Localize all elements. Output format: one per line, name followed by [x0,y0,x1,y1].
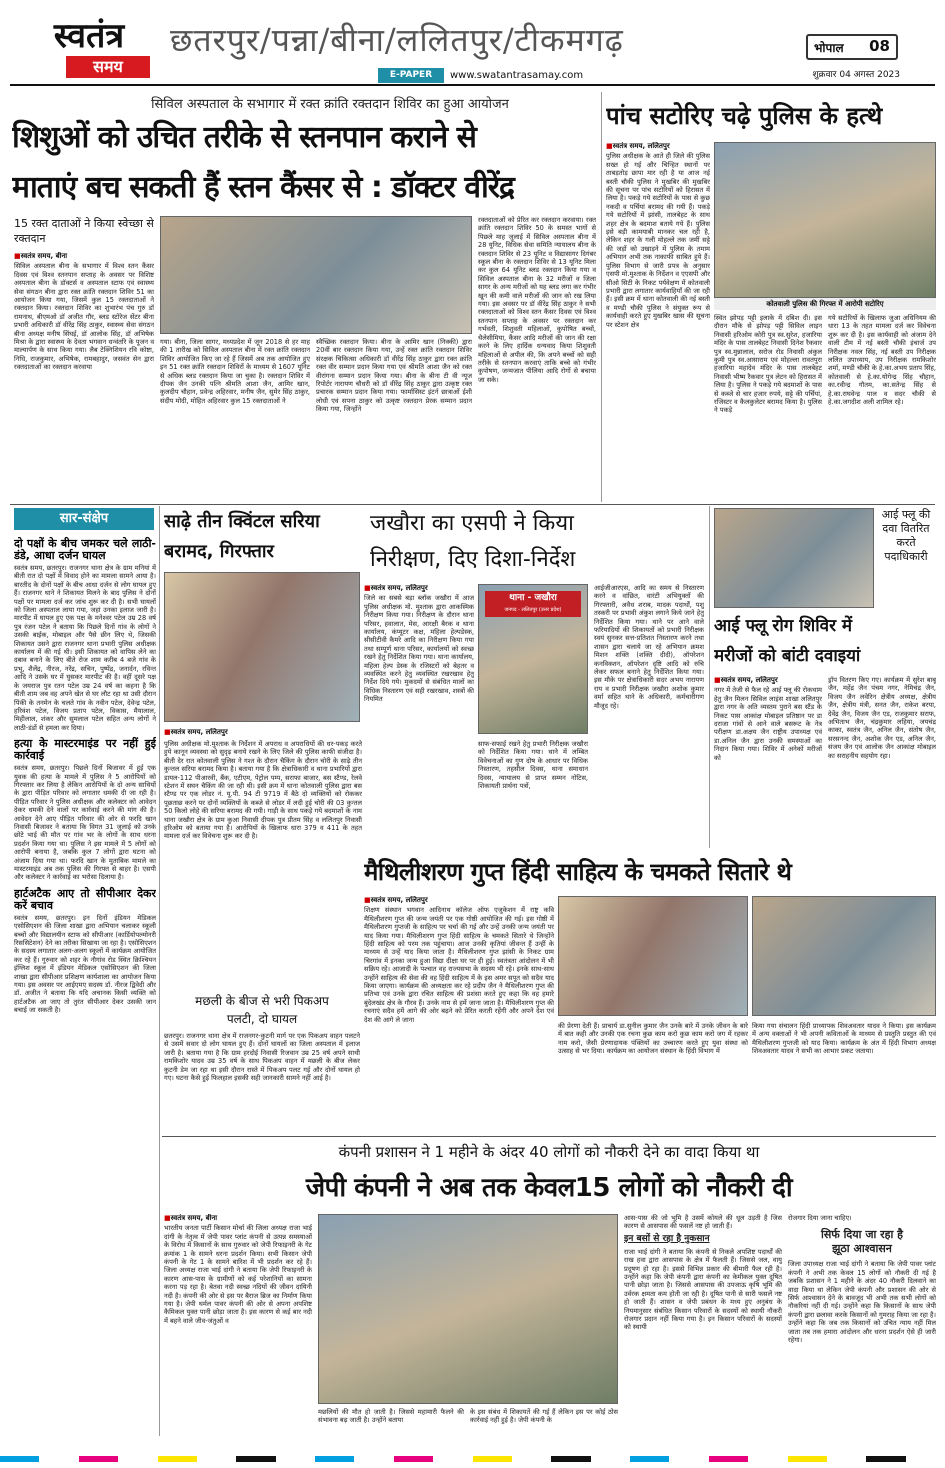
maithili-byline: ■ स्वतंत्र समय, ललितपुर [364,896,554,904]
sariya-photo-accused [164,572,360,722]
jp-col-4-text: आस-पास की जो भूमि है उसमें कोयले की धूल उड़ती है जिस कारण से आसपास की फसलें नष्ट हो जाती हैं। [624,1214,782,1231]
brief-item-head: दो पक्षों के बीच जमकर चले लाठी-डंडे, आधा दर्जन घायल [14,537,156,562]
column-divider [159,506,160,1436]
maithili-col-2-text: की प्रेरणा देती हैं। प्राचार्य डा.सुनील कुमार जैन उनके बारे में उनके जीवन के बारे में बात कही और उनकी एक रचना कुछ काम करो कुछ काम करो जग में रहकर नाम करो, जैसी प्रेरणादायक पंक्तियों का उच्चारण करते हुए युवा संस्था को उत्साह से भर दिया। कार्यक्रम का आयोजन संस्थान के हिंदी विभाग में [558,1022,748,1056]
police-col-2-text: स्थित झोपड़ पट्टी इलाके में दबिश दी। इस दौरान मौके से झोपड़ पट्टी सिविल लाइन निवासी हरिओम कोरी पुत्र स्व.सुरेश, हजारिया मंदिर के पास तालबेहट निवासी दिनेश रैकवार पुत्र स्व.मुन्नालाल, सरोज रोड निवासी अंकुल कुमी पुत्र स्व.आसाराम एवं मोहल्ला रावतपुरा हजारिया महादेव मंदिर के पास तालबेहट निवासी भीष्म रैकवार पुत्र लेटन को हिरासत में लिया है। पुलिस ने पकड़े गये बदमाशों के पास से कब्जे से चार हजार रुपये, सट्टे की पर्चियां, रजिस्टर व कैलकुलेटर बरामद किया है। पुलिस ने पकड़े [714,314,822,415]
police-col-2 [714,314,822,502]
jp-col-3 [470,1408,618,1436]
flu-col-1-text: नगर में तेजी से फैल रहे आई फ्लू की रोकथाम हेतु जैन मिलन सिविल लाइंस शाखा ललितपुर द्वारा नगर के अति व्यस्तम पुराने बस स्टैंड के निकट पास आकांक्ष मोबाइल प्रतिष्ठान पर डा दराजा गांवों से आने वाले बसरूट के नेत्र परीक्षण डा.अक्षय जैन राष्ट्रीय उपाध्यक्ष एवं डा.अनिल जैन द्वारा उनकी समस्याओं का निदान किया गया। शिविर में अनेकों मरीजों को [714,686,822,762]
jakhaura-col-1-text: जिले का सबसे बड़ा ब्लॉक जखौरा में आज पुलिस अधीक्षक मो. मुश्ताक द्वारा आकस्मिक निरीक्षण किया गया। निरीक्षण के दौरान थाना परिसर, हवालात, मेस, आरक्षी बैरक व थाना कार्यालय, कंप्यूटर कक्ष, महिला हेल्पडेस्क, सीसीटीवी कैमरे आदि का निरीक्षण किया गया तथा सम्पूर्ण थाना परिसर, कार्यालयों को स्वच्छ रखने हेतु निर्देशित किया गया। थाना कार्यालय, महिला हेल्प डेस्क के रजिस्टरों को बेहतर व व्यवस्थित करने हेतु व्यवस्थित रखरखाव हेतु निर्देश दिये गये। मुकदमों से संबंधित मालों का विधिक निस्तारण एवं सही रखरखाव, शस्त्रों की नियमित [364,594,474,704]
lead-col-3 [316,338,472,502]
flu-col-2-text: ड्रॉप वितरण किए गए। कार्यक्रम में सुरेश बाबू जैन, महेंद्र जैन पंचम नगर, नेमिचंद्र जैन, विजय जैन लवेरिन क्षेत्रीय अध्यक्ष, क्षेत्रीय जैन, क्षेत्रीय मंत्री, सनत जैन, राकेश बरया, देवेंद्र जैन, विजय जैन एड, राजकुमार सराफ, अभिताभ जैन, चंद्रकुमार लहिया, जयचंद्र काका, स्वतंत्र जैन, अनिल जैन, संतोष जैन, सरसनन्द जैन, अशोक जैन एड, अनिल जैन, संजय जैन एवं आलोक जैन आकांक्ष मोबाइल का सराहनीय सहयोग रहा। [828,676,936,760]
brief-item [14,538,156,732]
flu-col-1 [714,676,822,848]
masthead-rule [10,84,935,86]
jp-col-1-text: भारतीय जनता पार्टी किसान मोर्चा की जिला अध्यक्ष राजा भाई दांगी के नेतृत्व में जेपी पावर प्लांट कंपनी से उत्पन्न समस्याओं के विरोध में किसानों के साथ गुरुवार को जेपी रिफाइनरी के गेट क्रमांक 1 के सामने धरना प्रदर्शन किया। सभी किसान जेपी कंपनी के गेट 1 के सामने बारिश में भी प्रदर्शन कर रहे हैं। जिला अध्यक्ष राजा भाई दांगी ने बताया कि जेपी रिफाइनरी के कारण आस-पास के ग्रामीणों को कई परेशानियों का सामना करना पड़ रहा है। बेतवा नदी स्वच्छ नदियों की जीवन दायिनी नदी है। कंपनी की ओर से इस पर बैराज ब्रिज का निर्माण किया गया है। जेपी थर्मल पावर कंपनी की ओर से अपना अपशिष्ट कैमिकल युक्त पानी छोड़ा जाता है। इस कारण से कई बार नदी में बहने वाले जीव-जंतुओं व [164,1224,312,1325]
sariya-body [164,740,362,848]
page-number: 08 [869,37,890,55]
lead-col-2 [160,338,310,502]
maithili-col-3 [752,1022,936,1132]
station-sign-line-2: जनपद - ललितपुर (उत्तर प्रदेश) [504,607,562,613]
police-col-3 [828,314,936,502]
maithili-photo-2 [752,896,936,1016]
maithili-col-3-text: किया गया संचालन हिंदी प्राध्यापक शिवअवतार यादव ने किया। इस कार्यक्रम में अन्य वक्ताओं ने भी अपनी कविताओं के माध्यम से प्रस्तुति प्रस्तुत की एवं मैथिलीशरण गुप्तजी को याद किया। कार्यक्रम के अंत में हिंदी विभाग अध्यक्ष शिवअवतार यादव ने सभी का आभार प्रकट जताया। [752,1022,936,1056]
brief-item-text: स्वतंत्र समय, छतरपुर। राजनगर थाना क्षेत्र के ग्राम मनियां में बीती रात दो पक्षों में विवाद होने का मामला सामने आया है। बारतीद के दोनों पक्षों के बीच आधा दर्जन से लोग घायल हुए हैं। राजनगर थाने ने शिकायत मिलने के बाद पुलिस ने दोनों पक्षों पर मामला दर्ज कर जांच शुरू कर दी है। सभी घायलों को जिला अस्पताल लाया गया, जहां उनका इलाज जारी है। मारपीट में घायल हुए एक पक्ष के मनेश्वर पटेल उम्र 28 वर्ष पुत्र रंजन पटेल ने बताया कि पिछले दिनों गांव के लोगों ने उसकी बाईक, मोबाइल और पैसे छीन लिए थे, जिसकी शिकायत उसने द्वारा राजनगर थाना प्रभारी पुलिस अधीक्षक कार्यालय में की गई थी। इसी शिकायत को वापिस लेने का दबाव बनाने के लिए बीते रोज शाम करीब 4 बजे गांव के प्रभु, शैलेंद्र, नीरज, नरेंद्र, सचिन, पुष्पेंद्र, जनार्दन, रविन्त आदि ने उसके घर में घुसकर मारपीट की है। वहीं दूसरे पक्ष के जयराज पुत्र रतन पटेल उम्र 24 वर्ष का कहना है कि बीती शाम जब वह अपने खेत से घर लौट रहा था उसी दौरान पिंकी के तनमेन के चलते गांव के नवीन पटेल, देवेन्द्र पटेल, हरिवंश पटेल, विजय प्रताप पटेल, विकास, मैयालाल, मिहीलाल, शंकर और सुमलाल पटेल सहित अन्य लोगों ने लाठी-डंडों से हमला कर दिया। [14,564,156,732]
lead-byline: ■ स्वतंत्र समय, बीना [14,252,154,260]
jakhaura-headline-1: जखौरा का एसपी ने किया [370,511,574,536]
lead-subhead: 15 रक्त दाताओं ने किया स्वेच्छा से रक्तदान [14,217,154,245]
jp-side-head-2: झूठा आश्वासन [832,1242,892,1256]
jakhaura-byline: ■ स्वतंत्र समय, ललितपुर [364,584,474,592]
police-byline: ■ स्वतंत्र समय, ललितपुर [606,142,710,150]
police-col-1 [606,142,710,502]
police-headline: पांच सटोरिए चढ़े पुलिस के हत्थे [606,102,883,130]
maithili-headline: मैथिलीशरण गुप्त हिंदी साहित्य के चमकते सितारे थे [364,858,792,886]
jp-byline: ■ स्वतंत्र समय, बीना [164,1214,312,1222]
maithili-col-1-text: शिक्षण संस्थान भगवान आदिनाथ कॉलेज ऑफ एजुकेशन में राष्ट्र कवि मैथिलीशरण गुप्त की जन्म जयंती पर एक गोष्ठी आयोजित की गई। इस गोष्ठी में मैथिलीशरण गुप्तजी के साहित्य पर चर्चा की गई और उन्हें उनकी जन्म जयंती पर याद किया गया। मैथिलीशरण गुप्त हिंदी साहित्य के चमकते सितारे थे जिन्होंने हिंदी साहित्य को परम तक पहुंचाया। आज उनकी कृतियां जीवन्त हैं उन्हीं के माध्यम से उन्हें याद किया जाता है। मैथिलीशरण गुप्त झांसी के निकट ग्राम चिरगांव में इनका जन्म हुआ विद्या दीक्षा घर पर ही हुई। स्वतंत्रता आंदोलन में भी सक्रिय रहे। आजादी के पश्चात वह राज्यसभा के सदस्य भी रहे। इनके साथ-साथ उन्होंने साहित्य की सेवा की वह हिंदी साहित्य में के इस अमर सपूत को सदैव याद किया जाएगा। कार्यक्रम की अध्यक्षता कर रहे प्रदीप जैन ने मैथिलीशरण गुप्त की प्रतिभा एवं उनके द्वारा रचित साहित्य की प्रशंसा करते हुए कहा कि वह हमारे बुंदेलखंड क्षेत्र के गौरव हैं। उनके नाम से हमें जाना जाता है। मैथिलीशरण गुप्त की रचनाएं सदैव हमें आगे की ओर बढ़ने को प्रेरित करती रहेंगी और अपने देश एवं देश की आगे ले जाना [364,906,554,1024]
flu-photo-camp [714,508,874,608]
jp-col-2-text: मछलियों की मौत हो जाती है। जिससे महामारी फैलने की संभावना बढ़ जाती है। उन्होंने बताया [318,1408,464,1425]
jp-headline: जेपी कंपनी ने अब तक केवल15 लोगों को नौकरी दी [305,1173,793,1203]
epaper-label: E-PAPER [378,68,444,83]
station-sign-line-1: थाना - जखौरा [509,593,557,603]
brief-item-head: हत्या के मास्टरमाइंड पर नहीं हुई कार्रवाई [14,737,156,763]
logo [28,18,150,80]
jp-side-top: रोजगार दिया जाना चाहिए। [788,1214,852,1222]
jp-side-head-1: सिर्फ दिया जा रहा है [820,1228,904,1242]
lead-photo-blood-donation [160,216,472,334]
brief-item-text: स्वतंत्र समय, छतरपुर। पिछले दिनों बिजावर में हुई एक युवक की हत्या के मामले में पुलिस ने 5 आरोपियों को गिरफ्तार कर लिया है लेकिन आरोपियों के दो अन्य साथियों के द्वारा पीड़ित परिवार को लगातार धमकी दी जा रही है। पीड़ित परिवार ने पुलिस अधीक्षक और कलेक्टर को आवेदन देकर धमकी देने वालों पर कार्रवाई करने की मांग की है। आवेदन देने आए पीड़ित परिवार की ओर से फरदि खान निवासी बिजावर ने बताया कि विगत 31 जुलाई को उनके छोटे भाई की मौत पर गांव भर के लोगों के साथ धरना प्रदर्शन किया गया था। पुलिस ने इस मामले में 5 लोगों को आरोपी बनाया है, जबकि कुल 7 लोगों द्वारा घटना को अंजाम दिया गया था। फरदि खान के मुताबिक मामले का मास्टरमाइंड अब तक पुलिस की गिरफ्त से बाहर है। एसपी और कलेक्टर ने कार्रवाई का भरोसा दिलाया है। [14,764,156,882]
fish-body [164,1032,360,1132]
jp-subhead: इन बसों से रहा है नुकसान [624,1233,710,1244]
lead-col-2-text: गया। बीना, जिला सागर, मध्यप्रदेश में जून 2018 से हर माह की 1 तारीख को सिविल अस्पताल बीना में रक्त क्रांति रक्तदान शिविर आयोजित किए जा रहे हैं जिसमें अब तक आयोजित हुए इन 51 रक्त क्रांति रक्तदान शिविरों के माध्यम से 1607 यूनिट से अधिक ब्लड रक्तदान किया जा चुका है। रक्तदान शिविर में दीपक जैन उनकी पत्नि श्रीमति आशा जैन, आमिर खान, कुलदीप चौहान, प्रवेन्द्र अहिरवार, मनीष जैन, सुमेर सिंह ठाकुर, संदीप मोदी, मोहित अहिरवार कुल 15 रक्तदाताओं ने [160,338,310,405]
jp-col-1 [164,1214,312,1436]
lead-col-4-text: रक्तदाताओं को प्रेरित कर रक्तदान करवाया। रक्त क्रांति रक्तदान शिविर 50 के समस्त भागों से पिछले माह जुलाई में सिविल अस्पताल बीना में 28 यूनिट, विधिक सेवा समिति न्यायालय बीना के रक्तदान शिविर से 23 यूनिट व विद्यासागर दिगंबर स्कूल बीना के रक्तदान शिविर से 13 यूनिट मिला कर कुल 64 यूनिट ब्लड रक्तदान किया गया व सिविल अस्पताल बीना के 32 मरीजों व जिला सागर के अन्य मरीजों को यह ब्लड लगा कर गंभीर खून की कमी वाले मरीजों की जान को रख लिया गया। इस अवसर पर डॉ वीरेंद्र सिंह ठाकुर ने सभी रक्तदाताओं को विश्व स्तन कैंसर दिवस एवं विश्व स्तनपान सप्ताह के अवसर पर रक्तदान कर गर्भवती, शिशुवती महिलाओं, कुपोषित बच्चों, थैलेसीमिया, कैंसर आदि मरीजों की जान की रक्षा करने के लिए हार्दिक धन्यवाद किया शिशुवती महिलाओं से अपील की, कि अपने बच्चों को सही तरीके से स्तनपान करवाएं ताकि बच्चे को गंभीर कुपोषण, जन्मजात पीलिया आदि रोगों से बचाया जा सके। [478,216,596,384]
maithili-col-1 [364,896,554,1132]
police-photo-arrested [714,142,936,298]
lead-col-4 [478,216,596,502]
lead-col-1 [14,252,154,502]
jp-side-text: जिला उपाध्यक्ष राजा भाई दांगी ने बताया कि जेपी पावर प्लांट कंपनी ने अभी तक केवल 15 लोगों को नौकरी दी गई है जबकि प्रशासन ने 1 महीने के अंदर 40 नौकरी दिलवाने का वादा किया था लेकिन जेपी कंपनी और प्रशासन की ओर से सिर्फ आश्वासन देने के बावजूद भी अभी तक सभी लोगों को नौकरियां नहीं दी गई। उन्होंने कहा कि किसानों के साथ जेपी कंपनी द्वारा छलावा करके किसानों को गुमराह किया जा रहा है। उन्होंने कहा कि जब तक किसानों को उचित न्याय नहीं मिल जाता तब तक हमारा आंदोलन और धरना प्रदर्शन ऐसे ही जारी रहेगा। [788,1260,936,1345]
jakhaura-col-3-text: आईजीआरएस, आदि का समय से निस्तारण करने व वांछित, वारंटी अभियुक्तों की गिरफ्तारी, अवैध शराब, मादक पदार्थों, पशु तस्करी पर प्रभावी अंकुश लगाने किये जाने हेतु निर्देशित किया गया। थाने पर आने वाले फरियादियों की शिकायतों को प्रभारी निरीक्षक स्वयं सुनकर सत्त-प्रतिशत निस्तारण करने तथा शासन द्वारा चलाये जा रहे अभियान क्रमश मिशन शक्ति (शक्ति दीदी), ऑपरेशन कनविक्शन, ऑपरेशन दृष्टि आदि को रुचि लेकर सफल बनाने हेतु निर्देशित किया गया। इस मौके पर क्षेत्राधिकारी सदर अभय नारायण राय व प्रभारी निरीक्षक जखौरा अशोक कुमार वर्मा सहित थाने के अधिकारी, कर्मचारीगण मौजूद रहे। [594,584,704,710]
brief-item [14,738,156,882]
column-divider [709,506,710,848]
lead-headline-1: शिशुओं को उचित तरीके से स्तनपान कराने से [12,120,476,155]
maithili-col-2 [558,1022,748,1132]
section-rule [10,504,935,505]
jp-col-2 [318,1408,464,1436]
flu-col-2 [828,676,936,848]
issue-date: शुक्रवार 04 अगस्त 2023 [812,70,900,80]
masthead-cities: छतरपुर/पन्ना/बीना/ललितपुर/टीकमगढ़ [170,21,624,59]
edition-box [806,34,898,60]
sariya-headline-2: बरामद, गिरफ्तार [164,541,274,562]
jakhaura-headline-2: निरीक्षण, दिए दिशा-निर्देश [370,547,576,572]
jp-col-4b-text: राजा भाई दांगी ने बताया कि कंपनी से निकले अपशिष्ट पदार्थों की राख हवा द्वारा आसपास के क्षेत्र में फैलती हैं। जिससे जल, वायु प्रदूषण हो रहा है। इससे विभिन्न प्रकार की बीमारी फैल रही है। उन्होंने कहा कि जेपी कंपनी द्वारा कंपनी का केमीकल युक्त दूषित पानी छोड़ा जाता है। जिससे आसपास की उपजाऊ कृषि भूमि की उर्वरक क्षमता कम होती जा रही है। दूषित पानी से सारी फसलें नष्ट हो जाती हैं। शासन व जेपी प्रबंधन के मध्य हुए अनुबंध के नियमानुसार संबंधित किसान परिवारों के सदस्यों को स्थायी नौकरी रोजगार प्रदान नहीं किया गया है। इन किसान परिवारों के सदस्यों को स्थायी [624,1247,782,1332]
flu-banner: आई फ्लू की दवा वितरित करते पदाधिकारी [881,508,931,563]
jakhaura-col-2-text: साफ-सफाई रखने हेतु प्रभारी निरीक्षक जखौरा को निर्देशित किया गया। थाने में लम्बित विवेचनाओं का गुण दोष के आधार पर विधिक निस्तारण, तहसील दिवस, थाना समाधान दिवस, न्यायालय से प्राप्त सम्मन नोटिस, शिकायती प्रार्थना पत्रों, [478,740,588,791]
sariya-body-text: पुलिस अधीक्षक मो.मुश्ताक के निर्देशन में अपराध व अपराधियों की धर-पकड़ करते हुये कानून व्यवस्था को सुदृढ़ बनाये रखने के लिए जिले की पुलिस काफी संजीदा है। बीती देर रात कोतवाली पुलिस ने गश्त के दौरान चैकिंग के दौरान चोरी के साढ़े तीन कुन्तल सरिया बरामद किया है। बताया गया है कि क्षेत्राधिकारी व थाना प्रभारियों द्वारा डायल-112 पीआरवी, बैंक, एटीएम, पेट्रोल पम्प, सराफा बाजार, बस स्टैण्ड, रेलवे स्टेशन में सघन चैकिंग की जा रही थी। इसी क्रम में थाना कोतवाली पुलिस द्वारा बस स्टैण्ड पर एक लोडर नं. यू.पी. 94 टी 9719 में बैठे दो व्यक्तियों को रोककर पूछताछ करने पर दोनों व्यक्तियों के कब्जे से लोडर में लदी हुई चोरी की 03 कुन्तल 50 किलो लोहे की सरिया बरामद की गयी। गाड़ी के साथ पकड़े गये बदमाशों के नाम थाना जखौरा क्षेत्र के ग्राम कुआ निवासी दीपक पुत्र प्रीतम सिंह व ललितपुर निवासी हरिओम को बताया गया है। आरोपियों के खिलाफ धारा 379 व 411 के तहत मामला दर्ज कर विवेचना शुरू कर दी है। [164,740,362,841]
brief-item-head: हार्टअटैक आए तो सीपीआर देकर करें बचाव [14,886,156,912]
fish-body-text: छतरपुर। राजनगर थाना क्षेत्र में राजनगर-कुटनी मार्ग पर एक पिकअप वाहन पलटने से उसमें सवार दो लोग घायल हुए हैं। दोनों घायलों का जिला अस्पताल में इलाज जारी है। बताया गया है कि ग्राम हरदोई निवासी रिजवान उम्र 25 वर्ष अपने साथी रामकिशोर यादव उम्र 35 वर्ष के साथ पिकअप वाहन में मछली के बीज लेकर कुटनी डेम जा रहा था इसी दौरान रास्ते में पिकअप पलट गई और दोनों घायल हो गए। घटना कैसे हुई फिलहाल इसकी सही जानकारी सामने नहीं आई है। [164,1032,360,1083]
lead-headline-2: माताएं बच सकती हैं स्तन कैंसर से : डॉक्टर वीरेंद्र [12,170,514,205]
police-col-3-text: गये सटोरियों के खिलाफ जुआ अधिनियम की धारा 13 के तहत मामला दर्ज कर विवेचना शुरू कर दी है। इस कार्यवाही को अंजाम देने वाली टीम में नई बस्ती चौकी इंचार्ज उप निरीक्षक नवल सिंह, नई बस्ती उप निरीक्षक ललित उपाध्याय, उप निरीक्षक रामकिशोर शर्मा, मण्डी चौकी के हे.का.अभय प्रताप सिंह, कोतवाली से हे.का.योगेन्द्र सिंह चौहान, का.रवीन्द्र गौतम, का.सतेन्द्र सिंह से हे.का.राघवेन्द्र पाल व सदर चौकी से हे.का.जगदीश अली शामिल रहे। [828,314,936,407]
section-rule [162,1136,936,1137]
sariya-headline-1: साढ़े तीन क्विंटल सरिया [164,511,320,532]
flu-headline-2: मरीजों को बांटी दवाइयां [714,646,861,666]
jp-photo-protest [318,1214,618,1404]
station-sign [485,591,581,617]
lead-col-3-text: स्वैच्छिक रक्तदान किया। बीना के आमिर खान (निक्की) द्वारा 20वीं बार रक्तदान किया गया, उन्हें रक्त क्रांति रक्तदान शिविर संरक्षक चिकित्सा अधिकारी डॉ वीरेंद्र सिंह ठाकुर द्वारा रक्त क्रांति रक्त वीर सम्मान प्रदान किया गया एवं श्रीमति आशा जैन को रक्त वीरांगना सम्मान प्रदान किया गया। बीना के बीना टी वी न्यूज रिपोर्टर नारायण चौधरी को डॉ वीरेंद्र सिंह ठाकुर द्वारा उत्कृष्ट रक्त प्रचारक सम्मान प्रदान किया गया। फार्मासिस्ट इंटर्न छात्राओं ईशी लोधी एवं सपना ठाकुर को उत्कृष्ट रक्तदान प्रेरक सम्मान प्रदान किया गया, जिन्होंने [316,338,472,414]
jakhaura-col-1 [364,584,474,848]
jp-side [788,1214,936,1436]
city-edition: भोपाल [814,41,844,55]
sariya-byline: ■ स्वतंत्र समय, ललितपुर [164,728,364,736]
website-link[interactable]: www.swatantrasamay.com [450,70,584,81]
lead-kicker: सिविल अस्पताल के सभागार में रक्त क्रांति रक्तदान शिविर का हुआ आयोजन [151,97,509,112]
brief-label: सार-संक्षेप [14,508,154,530]
jakhaura-col-3 [594,584,704,848]
flu-headline-1: आई फ्लू रोग शिविर में [714,616,853,636]
jp-col-3-text: के इस संबंध में शिकायतें की गई हैं लेकिन इस पर कोई ठोस कार्रवाई नहीं हुई है। जेपी कंपनी के [470,1408,618,1425]
maithili-photo-1 [558,896,748,1016]
jp-kicker: कंपनी प्रशासन ने 1 महीने के अंदर 40 लोगों को नौकरी देने का वादा किया था [338,1143,760,1161]
jakhaura-col-2 [478,740,588,848]
jp-col-4 [624,1214,782,1436]
police-col-1-text: पुलिस अधीक्षक के आते ही जिले की पुलिस सख्त हो गई और चिन्हित स्थानों पर ताबड़तोड़ छापा मार रही है या आज नई बस्ती चौकी पुलिस ने मुखबिर की मुखबिर की सूचना पर पांच सटोरियों को हिरासत में लिया है। पकड़े गये सटोरियों के पास से कुछ नकदी व पर्चियां बरामद की गयी हैं। पकड़े गये सटोरियों में झांसी, तालबेहट के साथ शहर क्षेत्र के बदमाश बताये गये हैं। पुलिस इसे बड़ी कामयाबी मानकर चल रही है, लेकिन शहर के गली मोहल्ले तक जमीं सट्टे की जड़ों को उखाड़ने में पुलिस के तमाम अभियान अभी तक नाकाफी साबित हुये हैं। पुलिस विभाग से जारी प्रपत्र के अनुसार एसपी मो.मुश्ताक के निर्देशन व एएसपी और सीओ सिटी के निकट पर्यवेक्षण में कोतवाली प्रभारी द्वारा लगातार कार्यवाहियाँ की जा रही हैं। इसी क्रम में थाना कोतवाली की नई बस्ती व मण्डी चौकी पुलिस ने संयुक्त रूप से कार्यवाही करते हुए मुखबिर खास की सूचना पर स्टेशन क्षेत्र [606,152,710,329]
color-registration-strip [0,1456,945,1462]
fish-headline-1: मछली के बीज से भरी पिकअप [195,994,329,1008]
logo-top-text: स्वतंत्र [53,18,125,56]
fish-headline-2: पलटी, दो घायल [226,1012,298,1026]
flu-byline: ■ स्वतंत्र समय, ललितपुर [714,676,822,684]
lead-col-1-text: सिविल अस्पताल बीना के सभागार में विश्व स्तन कैंसर दिवस एवं विश्व स्तनपान सप्ताह के अवसर पर विशिष्ट अस्पताल बीना के डॉक्टर्स व अस्पताल स्टाफ एवं स्वास्थ्य सेवा संगठन बीना द्वारा रक्त क्रांति रक्तदान शिविर 51 का आयोजन किया गया, जिसमें कुल 15 रक्तदाताओं ने रक्तदान किया। रक्तदान शिविर का शुभारंभ पंच गुरु डॉ रामनाथ, बीएमओ डॉ अजीत गौर, ब्लड स्टोरेज सेंटर बीना प्रभारी अधिकारी डॉ वीरेंद्र सिंह ठाकुर, स्वास्थ्य सेवा संगठन बीना अध्यक्ष मनीष सिंघई, डॉ आलोक सिंह, डॉ अभिषेक मिश्रा के द्वारा स्वास्थ्य के देवता भगवान धन्वंतरि के पूजन व माल्यार्पण के साथ किया गया। लैब टेक्निशियन रवि कोष्टा, निधि, राजकुमार, अभिषेक, रामबहादुर, जसवंत सेन द्वारा रक्तदाताओं का रक्तदान करवाया [14,262,154,372]
logo-bottom-text: समय [66,56,150,78]
jakhaura-photo-station [478,584,588,734]
brief-item-text: स्वतंत्र समय, छतरपुर। इन दिनों इंडियन मेडिकल एसोसिएशन की जिला शाखा द्वारा अभियान चलाकर स्कूली बच्चों और विद्यालयीन स्टाफ को सीपीआर (कार्डियोपल्मोनरी रिससिटेशन) देने का तरीका सिखाया जा रहा है। एसोसिएशन के सदस्य लगातार अलग-अलग स्कूलों में कार्यक्रम आयोजित कर रहे हैं। गुरुवार को शहर के नौगांव रोड स्थित क्रिश्चियन इंग्लिश स्कूल में इंडियन मेडिकल एसोसिएशन की जिला शाखा द्वारा सीपीआर प्रशिक्षण कार्यशाला का आयोजन किया गया। इस अवसर पर आईएमए सदस्य डॉ. नीरज द्विवेदी और डॉ. अजीत ने बताया कि यदि अचानक किसी व्यक्ति को हार्टअटैक आ जाए तो तुरंत सीपीआर देकर उसकी जान बचाई जा सकती है। [14,913,156,1015]
brief-item [14,888,156,1015]
column-divider [601,92,602,502]
masthead [0,0,945,86]
police-photo-caption: कोतवाली पुलिस की गिरफ्त में आरोपी सटोरिए [714,298,936,310]
brief-list [14,534,156,1436]
